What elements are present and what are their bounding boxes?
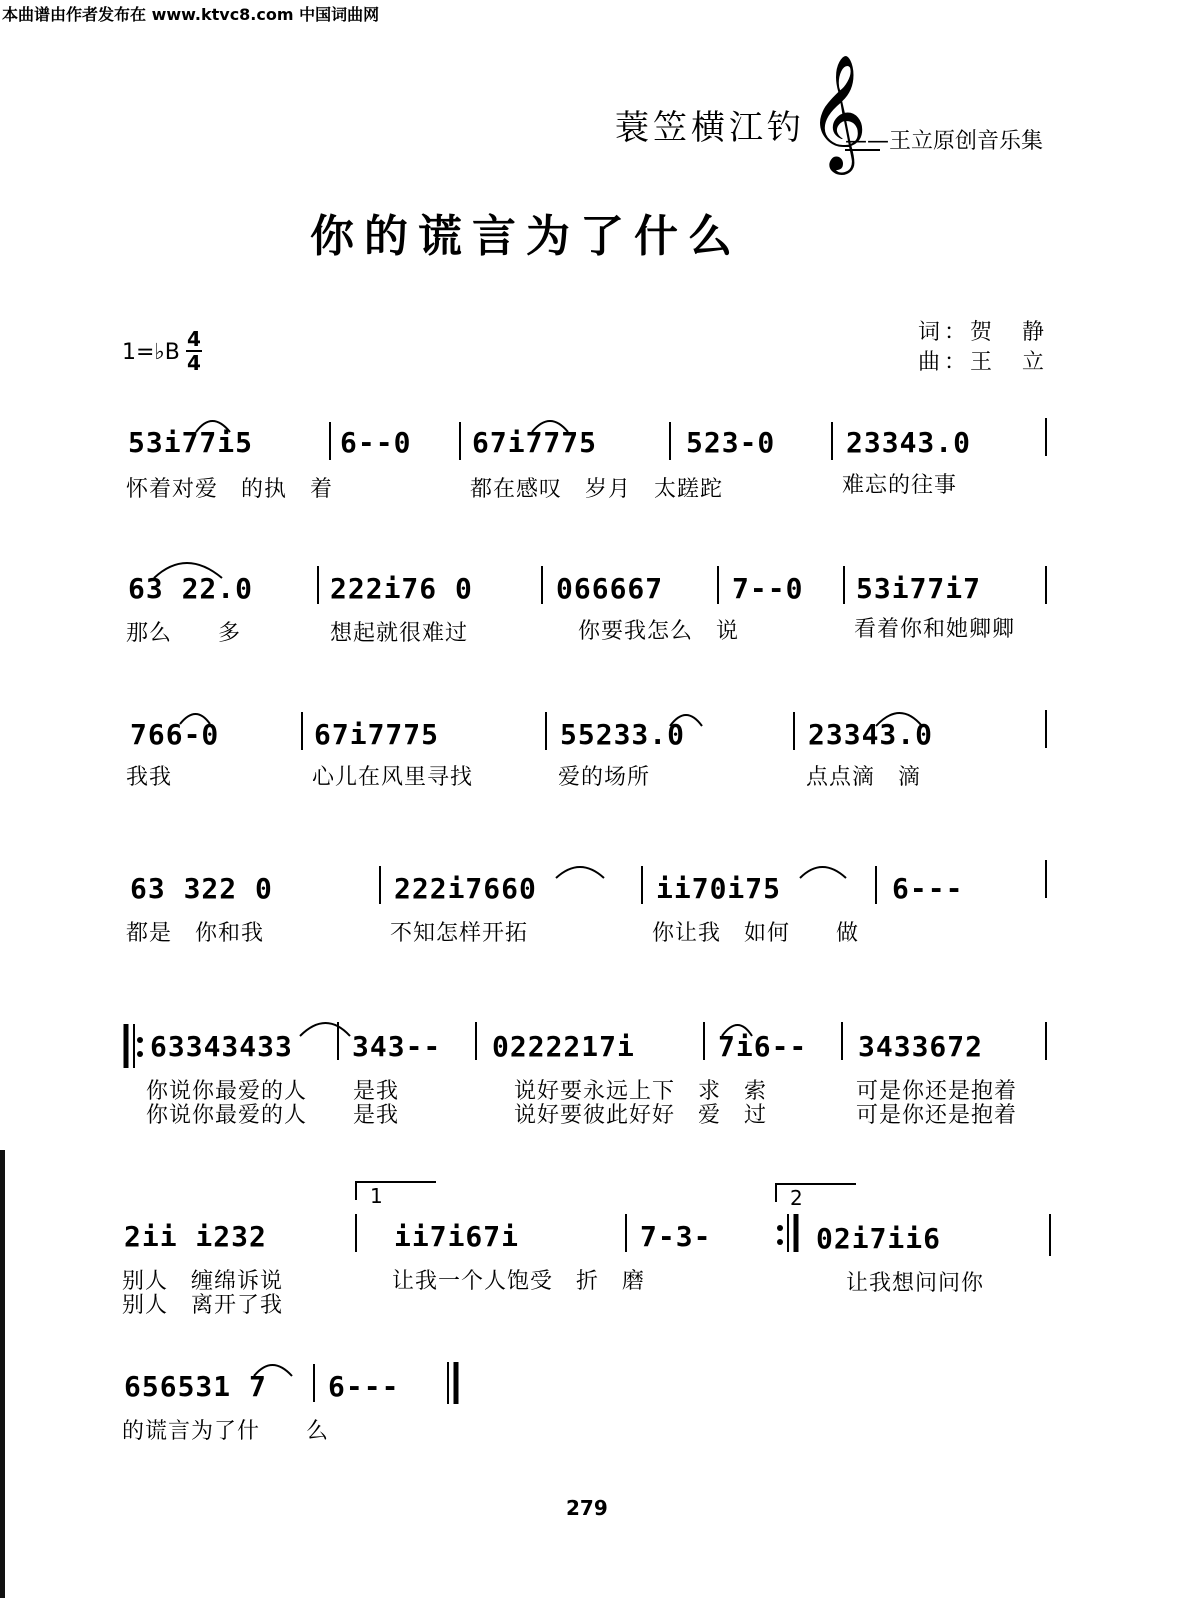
volta-2-bracket bbox=[776, 1184, 856, 1202]
page-number: 279 bbox=[566, 1496, 608, 1520]
system-5-measure-5: 3433672 bbox=[858, 1030, 984, 1063]
system-3-lyric-4: 点点滴 滴 bbox=[806, 765, 922, 790]
system-7-lyric-1: 的谎言为了什 么 bbox=[122, 1419, 330, 1444]
system-5-measure-3: 0222217i bbox=[492, 1030, 635, 1063]
tie bbox=[532, 421, 568, 432]
collection-title: 蓑笠横江钓 bbox=[615, 108, 805, 148]
watermark-text: 本曲谱由作者发布在 www.ktvc8.com 中国词曲网 bbox=[2, 5, 380, 24]
tie bbox=[556, 867, 604, 878]
system-6-measure-4: 02i7ii6 bbox=[816, 1222, 942, 1255]
volta-2-label: 2 bbox=[790, 1186, 804, 1210]
system-7-measure-2: 6--- bbox=[328, 1370, 400, 1403]
lyricist-credit: 词：贺 静 bbox=[918, 320, 1049, 345]
system-5-lyric-3: 可是你还是抱着 bbox=[856, 1079, 1018, 1104]
system-2-measure-5: 53i77i7 bbox=[856, 572, 982, 605]
time-signature-bottom: 4 bbox=[187, 351, 201, 375]
system-3-measure-4: 23343.0 bbox=[808, 718, 934, 751]
system-2-lyric-2: 想起就很难过 bbox=[330, 621, 469, 646]
repeat-dot bbox=[137, 1037, 143, 1043]
system-6-lyric-1: 别人 缠绵诉说 bbox=[122, 1269, 284, 1294]
treble-clef-icon: 𝄞 bbox=[808, 53, 868, 170]
system-3-measure-3: 55233.0 bbox=[560, 718, 686, 751]
system-6-lyric-3: 让我想问问你 bbox=[846, 1271, 985, 1296]
collection-subtitle: ——王立原创音乐集 bbox=[845, 129, 1044, 154]
tie bbox=[300, 1023, 350, 1036]
composer-credit: 曲：王 立 bbox=[918, 350, 1049, 375]
system-4-measure-3: ii70i75 bbox=[656, 872, 782, 905]
system-1-lyric-1: 怀着对爱 的执 着 bbox=[126, 477, 334, 502]
system-5-lyric2-2: 说好要彼此好好 爱 过 bbox=[514, 1103, 768, 1128]
system-1-measure-3: 67i7775 bbox=[472, 426, 598, 459]
tie bbox=[722, 1025, 752, 1036]
system-1-lyric-2: 都在感叹 岁月 太蹉跎 bbox=[470, 477, 724, 502]
system-4-measure-2: 222i7660 bbox=[394, 872, 537, 905]
system-5-lyric-1: 你说你最爱的人 是我 bbox=[146, 1079, 400, 1104]
system-4-lyric-1: 都是 你和我 bbox=[126, 921, 265, 946]
repeat-dot bbox=[777, 1239, 783, 1245]
system-1-measure-2: 6--0 bbox=[340, 426, 412, 459]
system-2-measure-2: 222i76 0 bbox=[330, 572, 473, 605]
tie bbox=[254, 1365, 292, 1376]
system-4-measure-4: 6--- bbox=[892, 872, 964, 905]
system-1-measure-4: 523-0 bbox=[686, 426, 776, 459]
key-signature: 1=♭B bbox=[122, 340, 180, 365]
system-3-lyric-3: 爱的场所 bbox=[558, 765, 651, 790]
system-1-lyric-3: 难忘的往事 bbox=[842, 473, 958, 498]
tie bbox=[876, 713, 922, 726]
system-3-lyric-1: 我我 bbox=[126, 765, 173, 790]
repeat-dot bbox=[777, 1225, 783, 1231]
system-7-measure-1: 656531 7 bbox=[124, 1370, 267, 1403]
volta-1-bracket bbox=[356, 1182, 436, 1200]
system-2-lyric-1: 那么 多 bbox=[126, 621, 242, 646]
system-3-measure-2: 67i7775 bbox=[314, 718, 440, 751]
tie bbox=[196, 421, 230, 432]
system-3-lyric-2: 心儿在风里寻找 bbox=[312, 765, 474, 790]
tie bbox=[670, 715, 702, 726]
system-5-measure-4: 7i6-- bbox=[718, 1030, 808, 1063]
system-5-lyric-2: 说好要永远上下 求 索 bbox=[514, 1079, 768, 1104]
system-4-measure-1: 63 322 0 bbox=[130, 872, 273, 905]
song-title: 你的谎言为了什么 bbox=[310, 211, 742, 262]
system-4-lyric-2: 不知怎样开拓 bbox=[390, 921, 529, 946]
tie bbox=[154, 563, 222, 578]
system-2-measure-4: 7--0 bbox=[732, 572, 804, 605]
system-5-lyric2-1: 你说你最爱的人 是我 bbox=[146, 1103, 400, 1128]
system-5-measure-2: 343-- bbox=[352, 1030, 442, 1063]
system-3-measure-1: 766-0 bbox=[130, 718, 220, 751]
system-5-measure-1: 63343433 bbox=[150, 1030, 293, 1063]
system-5-lyric2-3: 可是你还是抱着 bbox=[856, 1103, 1018, 1128]
system-1-measure-5: 23343.0 bbox=[846, 426, 972, 459]
system-2-lyric-4: 看着你和她卿卿 bbox=[854, 617, 1016, 642]
system-6-measure-2: ii7i67i bbox=[394, 1220, 520, 1253]
tie bbox=[180, 714, 210, 724]
system-6-measure-1: 2ii i232 bbox=[124, 1220, 267, 1253]
system-2-measure-3: 066667 bbox=[556, 572, 664, 605]
system-2-measure-1: 63 22.0 bbox=[128, 572, 254, 605]
tie bbox=[800, 867, 846, 878]
time-signature-top: 4 bbox=[187, 327, 201, 351]
repeat-dot bbox=[137, 1051, 143, 1057]
system-6-measure-3: 7-3- bbox=[640, 1220, 712, 1253]
system-1-measure-1: 53i77i5 bbox=[128, 426, 254, 459]
system-4-lyric-3: 你让我 如何 做 bbox=[652, 921, 860, 946]
system-2-lyric-3: 你要我怎么 说 bbox=[578, 619, 740, 644]
system-6-lyric2-1: 别人 离开了我 bbox=[122, 1293, 284, 1318]
system-6-lyric-2: 让我一个人饱受 折 磨 bbox=[392, 1269, 646, 1294]
volta-1-label: 1 bbox=[370, 1184, 384, 1208]
